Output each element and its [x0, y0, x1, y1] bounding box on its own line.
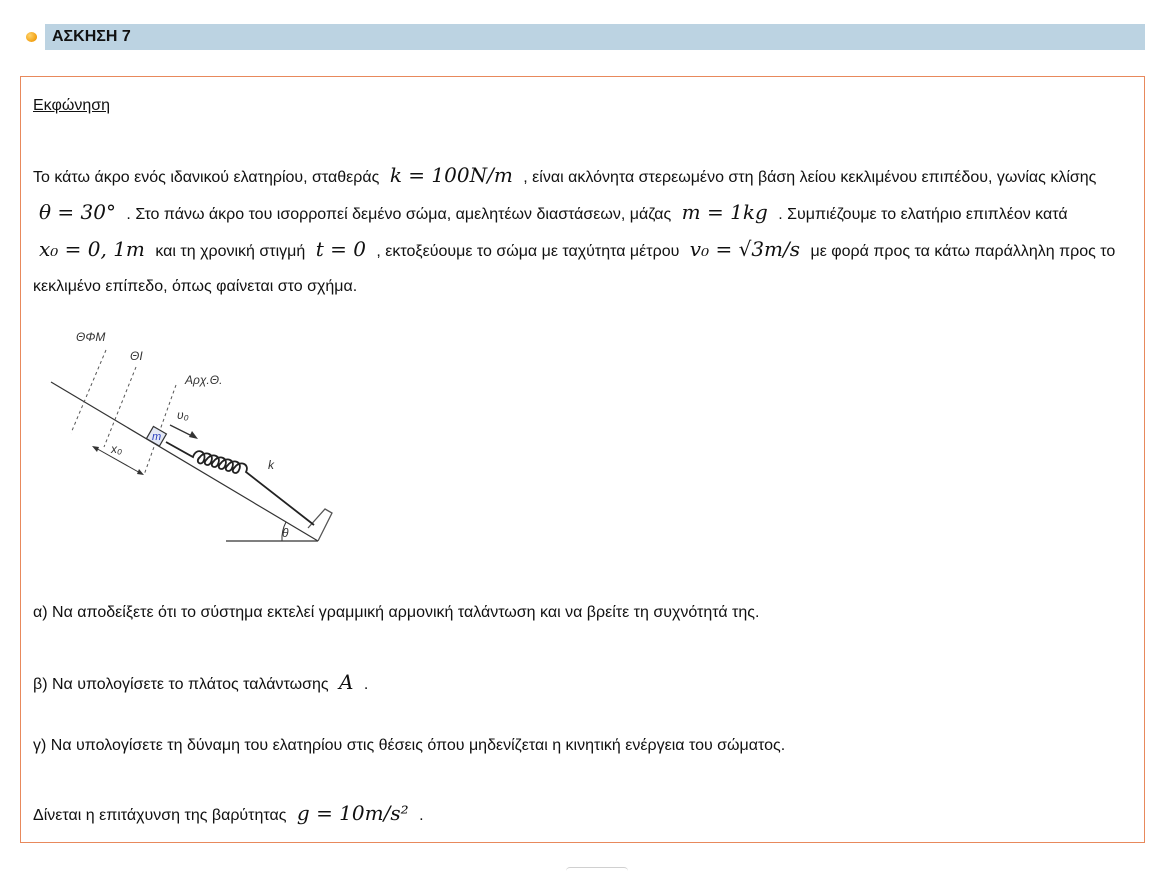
math-v0: v₀ = √3m/s [689, 237, 801, 261]
thi-dashed-line [104, 367, 136, 447]
label-thi: ΘΙ [130, 349, 143, 363]
given-text: Δίνεται η επιτάχυνση της βαρύτητας [33, 807, 287, 824]
label-v0: υ₀ [177, 408, 189, 422]
statement-text-6: , εκτοξεύουμε το σώμα με ταχύτητα μέτρου [376, 243, 680, 260]
bullet-icon [26, 32, 37, 42]
spring-coil [166, 442, 314, 525]
incline-line [51, 382, 318, 541]
given-end: . [419, 807, 424, 824]
scroll-indicator[interactable] [566, 867, 628, 872]
base-wall [308, 509, 332, 541]
math-k: k = 100N/m [389, 163, 513, 187]
question-a: α) Να αποδείξετε ότι το σύστημα εκτελεί γραμμική αρμονική ταλάντωση και να βρείτε τη συχνότητά της. [33, 604, 760, 621]
x0-arrowhead-right [137, 469, 144, 475]
label-arx: Αρχ.Θ. [185, 373, 223, 387]
x0-arrowhead-left [92, 446, 99, 452]
statement-text-5: και τη χρονική στιγμή [155, 243, 306, 260]
label-m: m [152, 431, 162, 443]
math-theta: θ = 30° [39, 200, 116, 224]
question-b-text: β) Να υπολογίσετε το πλάτος ταλάντωσης [33, 676, 329, 693]
math-gravity: g = 10m/s² [296, 801, 409, 825]
math-t: t = 0 [315, 237, 366, 261]
statement-text-7: με φορά προς τα κάτω παράλληλη προς το κεκλιμένο επίπεδο, όπως φαίνεται στο σχήμα. [33, 243, 1116, 295]
label-thfm: ΘΦΜ [76, 330, 106, 344]
math-x0: x₀ = 0, 1m [39, 237, 145, 261]
statement-text-3: . Στο πάνω άκρο του ισορροπεί δεμένο σώμα, αμελητέων διαστάσεων, μάζας [126, 206, 672, 223]
statement-text-2: , είναι ακλόνητα στερεωμένο στη βάση λείου κεκλιμένου επιπέδου, γωνίας κλίσης [523, 169, 1097, 186]
given-data [33, 801, 424, 825]
exercise-title: ΑΣΚΗΣΗ 7 [52, 28, 131, 45]
math-mass: m = 1kg [681, 200, 768, 224]
thfm-dashed-line [71, 350, 106, 433]
velocity-arrowhead [189, 431, 198, 439]
question-b [33, 670, 368, 694]
question-c: γ) Να υπολογίσετε τη δύναμη του ελατηρίου στις θέσεις όπου μηδενίζεται η κινητική ενέργεια του σώματος. [33, 737, 786, 754]
statement-text-4: . Συμπιέζουμε το ελατήριο επιπλέον κατά [778, 206, 1068, 223]
label-theta: θ [282, 526, 289, 540]
section-heading: Εκφώνηση [33, 97, 111, 114]
exercise-title-bar [45, 24, 1145, 50]
label-x0: x₀ [111, 442, 123, 456]
statement-text-1: Το κάτω άκρο ενός ιδανικού ελατηρίου, σταθεράς [33, 169, 380, 186]
incline-spring-figure [46, 325, 346, 550]
label-k: k [268, 458, 274, 472]
math-amplitude: A [339, 670, 354, 694]
question-b-end: . [363, 676, 369, 693]
problem-statement [33, 158, 1133, 304]
